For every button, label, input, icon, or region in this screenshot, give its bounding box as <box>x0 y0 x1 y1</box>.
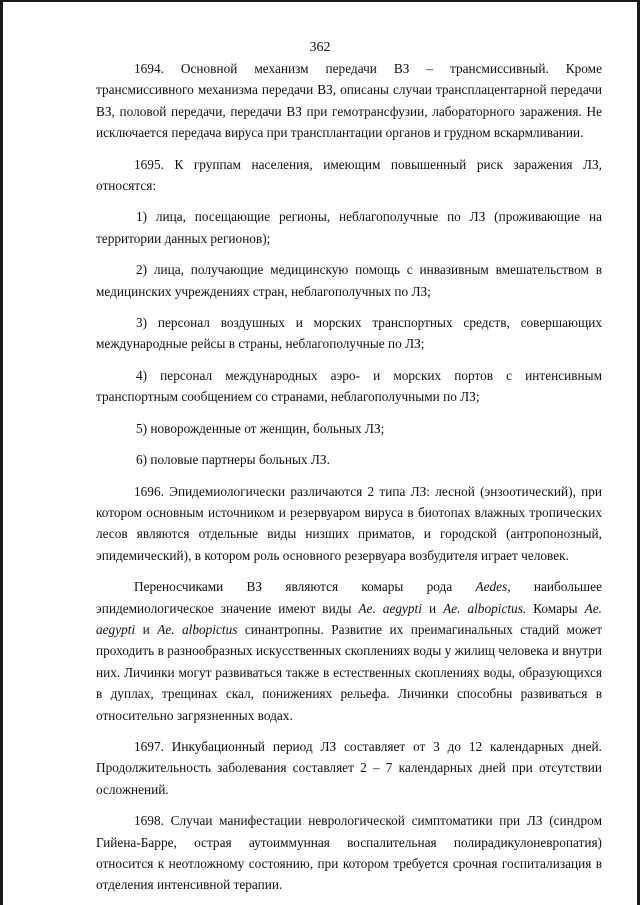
page-number: 362 <box>309 40 331 55</box>
list-item-5: 5) новорожденные от женщин, больных ЛЗ; <box>136 420 385 436</box>
list-item-3: 3) персонал воздушных и морских транспортных средств, совершающих международные рейсы в страны, неблагополучные по ЛЗ; <box>96 315 602 352</box>
paragraph-1697: 1697. Инкубационный период ЛЗ составляет от 3 до 12 календарных дней. Продолжительность заболевания составляет 2 – 7 календарных дней при отсутствии осложнений. <box>96 738 602 797</box>
paragraph-1694: 1694. Основной механизм передачи ВЗ – трансмиссивный. Кроме трансмиссивного механизма передачи ВЗ, описаны случаи трансплацентарной передачи ВЗ, половой передачи, передачи ВЗ при гемотрансфузии, лабораторного заражения. Не исключается передача вируса при трансплантации органов и грудном вскармливании. <box>96 61 602 141</box>
scan-border-top <box>0 0 640 2</box>
paragraph-vectors: Переносчиками ВЗ являются комары рода Aedes, наибольшее эпидемиологическое значение имеют виды Ae. aegypti и Ae. albopictus. Комары Ae. aegypti и Ae. albopictus синантропны. Развитие их преимагинальных стадий может проходить в разнообразных искусственных скоплениях воды у жилищ человека и внутри них. Личинки могут развиваться также в естественных скоплениях воды, образующихся в дуплах, трещинах скал, понижениях рельефа. Личинки способны развиваться в относительно загрязненных водах. <box>96 579 603 723</box>
paragraph-1698: 1698. Случаи манифестации неврологической симптоматики при ЛЗ (синдром Гийена-Барре, острая аутоиммунная воспалительная полирадикулоневропатия) относится к неотложному состоянию, при котором требуется срочная госпитализация в отделения интенсивной терапии. <box>96 813 602 893</box>
list-item-4: 4) персонал международных аэро- и морских портов с интенсивным транспортным сообщением со странами, неблагополучными по ЛЗ; <box>96 367 602 405</box>
scan-border-left <box>0 0 3 905</box>
document-body <box>96 58 602 896</box>
paragraph-1696: 1696. Эпидемиологически различаются 2 типа ЛЗ: лесной (энзоотический), при котором основным источником и резервуаром вируса в биотопах влажных тропических лесов являются отдельные виды низших приматов, и городской (антропонозный, эпидемический), в котором роль основного резервуара возбудителя играет человек. <box>96 483 602 563</box>
list-item-2: 2) лица, получающие медицинскую помощь с инвазивным вмешательством в медицинских учреждениях стран, неблагополучных по ЛЗ; <box>96 262 602 299</box>
list-item-1: 1) лица, посещающие регионы, неблагополучные по ЛЗ (проживающие на территории данных регионов); <box>96 209 602 246</box>
paragraph-1695: 1695. К группам населения, имеющим повышенный риск заражения ЛЗ, относятся: <box>96 156 602 194</box>
list-item-6: 6) половые партнеры больных ЛЗ. <box>136 452 330 468</box>
